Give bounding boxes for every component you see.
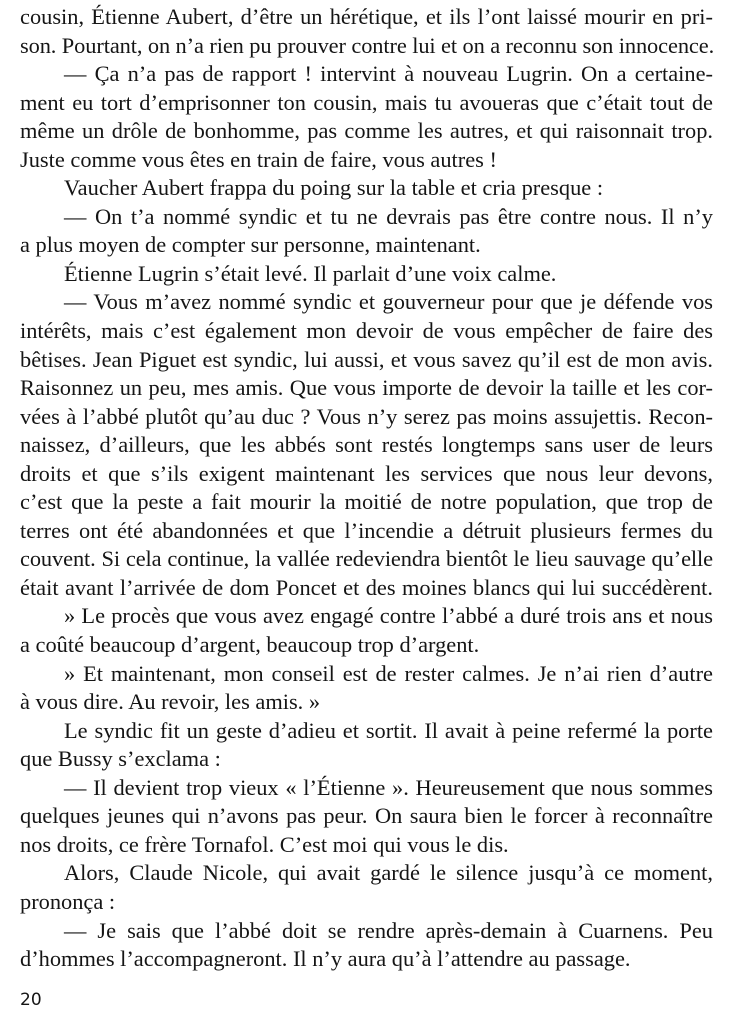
text-line: a plus moyen de compter sur personne, maintenant. (20, 232, 481, 258)
text-line: Juste comme vous êtes en train de faire, vous autres ! (20, 146, 497, 172)
text-line: Alors, Claude Nicole, qui avait gardé le silence jusqu’à ce moment, (64, 860, 713, 886)
text-line: — Il devient trop vieux « l’Étienne ». Heureusement que nous sommes (64, 774, 713, 800)
text-line: était avant l’arrivée de dom Poncet et des moines blancs qui lui succédèrent. (20, 574, 713, 600)
text-line: — Je sais que l’abbé doit se rendre après-demain à Cuarnens. Peu (64, 917, 713, 943)
text-line: à vous dire. Au revoir, les amis. » (20, 689, 321, 715)
text-line: droits et que s’ils exigent maintenant les services que nous leur devons, (20, 460, 713, 486)
text-line: naissez, d’ailleurs, que les abbés sont restés longtemps sans user de leurs (20, 432, 713, 458)
text-line: a coûté beaucoup d’argent, beaucoup trop d’argent. (20, 632, 480, 658)
text-line: c’est que la peste a fait mourir la moitié de notre population, que trop de (20, 489, 713, 515)
text-line: Le syndic fit un geste d’adieu et sortit. Il avait à peine refermé la porte (64, 717, 713, 743)
text-line: — Vous m’avez nommé syndic et gouverneur pour que je défende vos (64, 289, 713, 315)
text-line: — Ça n’a pas de rapport ! intervint à nouveau Lugrin. On a certaine- (64, 61, 713, 87)
text-line: ment eu tort d’emprisonner ton cousin, mais tu avoueras que c’était tout de (20, 89, 713, 115)
text-line: bêtises. Jean Piguet est syndic, lui aussi, et vous savez qu’il est de mon avis. (20, 346, 713, 372)
text-line: vées à l’abbé plutôt qu’au duc ? Vous n’y serez pas moins assujettis. Recon- (20, 403, 713, 429)
text-line: couvent. Si cela continue, la vallée redeviendra bientôt le lieu sauvage qu’elle (20, 546, 713, 572)
text-line: » Et maintenant, mon conseil est de rester calmes. Je n’ai rien d’autre (64, 660, 713, 686)
text-line: cousin, Étienne Aubert, d’être un hérétique, et ils l’ont laissé mourir en pri- (20, 4, 713, 29)
text-line: quelques jeunes qui n’avons pas peur. On saura bien le forcer à reconnaître (20, 803, 713, 829)
text-line: Étienne Lugrin s’était levé. Il parlait d’une voix calme. (64, 260, 557, 286)
text-line: intérêts, mais c’est également mon devoir de vous empêcher de faire des (20, 318, 713, 344)
page-number: 20 (20, 990, 42, 1010)
text-line: prononça : (20, 888, 116, 914)
text-line: Raisonnez un peu, mes amis. Que vous importe de devoir la taille et les cor- (20, 375, 713, 401)
text-line: » Le procès que vous avez engagé contre l’abbé a duré trois ans et nous (64, 603, 713, 629)
body-text (20, 3, 713, 974)
text-line: Vaucher Aubert frappa du poing sur la table et cria presque : (64, 175, 604, 201)
text-line: d’hommes l’accompagneront. Il n’y aura qu’à l’attendre au passage. (20, 946, 631, 972)
text-line: que Bussy s’exclama : (20, 746, 221, 772)
text-line: terres ont été abandonnées et que l’incendie a détruit plusieurs fermes du (20, 517, 713, 543)
text-line: même un drôle de bonhomme, pas comme les autres, et qui raisonnait trop. (20, 118, 713, 144)
text-line: nos droits, ce frère Tornafol. C’est moi qui vous le dis. (20, 831, 509, 857)
text-line: son. Pourtant, on n’a rien pu prouver contre lui et on a reconnu son innocence. (20, 32, 715, 58)
text-line: — On t’a nommé syndic et tu ne devrais pas être contre nous. Il n’y (64, 203, 713, 229)
